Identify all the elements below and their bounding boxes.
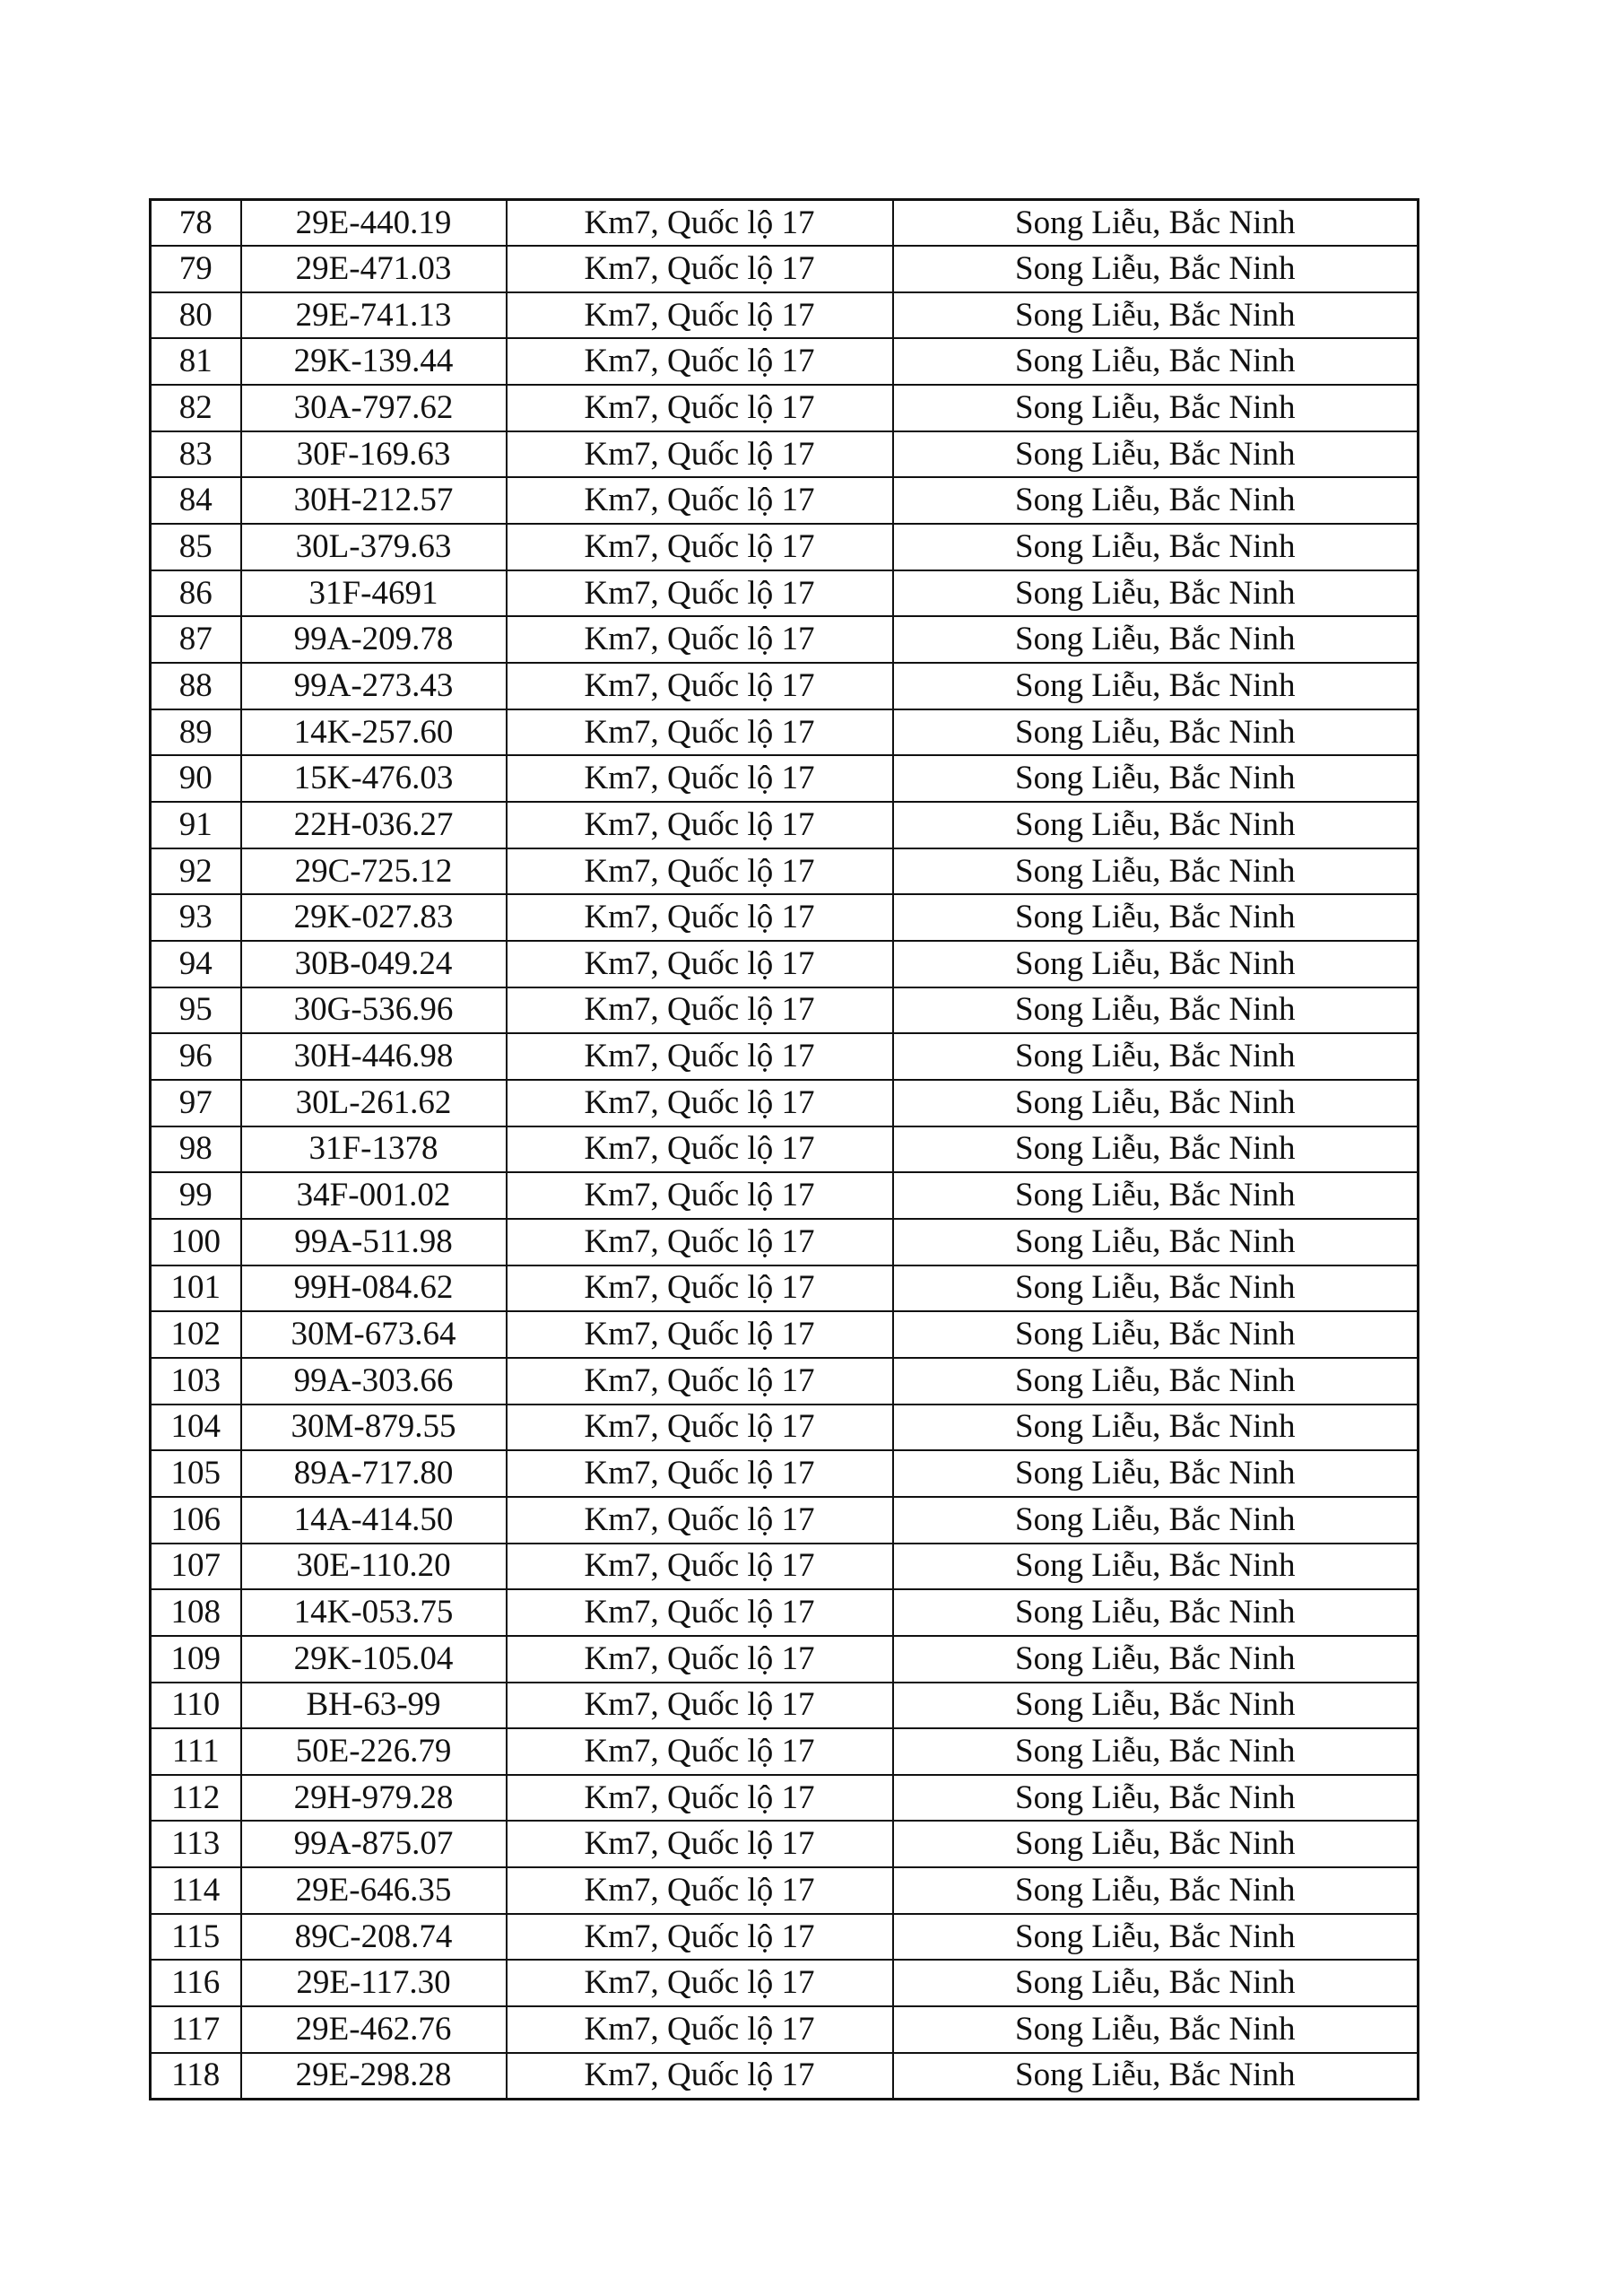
violation-place-cell: Km7, Quốc lộ 17 <box>507 200 893 247</box>
row-number-cell: 99 <box>151 1172 241 1219</box>
row-number-cell: 95 <box>151 987 241 1034</box>
license-plate-cell: 14K-053.75 <box>241 1589 507 1636</box>
violation-location-cell: Song Liễu, Bắc Ninh <box>893 1775 1419 1822</box>
violation-location-cell: Song Liễu, Bắc Ninh <box>893 385 1419 431</box>
license-plate-cell: 31F-4691 <box>241 570 507 617</box>
table-row <box>151 1683 1419 1729</box>
row-number-cell: 79 <box>151 246 241 292</box>
license-plate-cell: 99A-511.98 <box>241 1219 507 1265</box>
row-number-cell: 89 <box>151 709 241 756</box>
violation-place-cell: Km7, Quốc lộ 17 <box>507 524 893 570</box>
table-row <box>151 1914 1419 1961</box>
row-number-cell: 96 <box>151 1033 241 1080</box>
row-number-cell: 111 <box>151 1728 241 1775</box>
license-plate-cell: 30H-212.57 <box>241 477 507 524</box>
violation-location-cell: Song Liễu, Bắc Ninh <box>893 1405 1419 1451</box>
row-number-cell: 87 <box>151 616 241 663</box>
license-plate-cell: 30M-879.55 <box>241 1405 507 1451</box>
violation-location-cell: Song Liễu, Bắc Ninh <box>893 1080 1419 1126</box>
table-row <box>151 477 1419 524</box>
violation-location-cell: Song Liễu, Bắc Ninh <box>893 1728 1419 1775</box>
table-row <box>151 1405 1419 1451</box>
table-row <box>151 1080 1419 1126</box>
row-number-cell: 112 <box>151 1775 241 1822</box>
table-row <box>151 1821 1419 1867</box>
row-number-cell: 98 <box>151 1126 241 1173</box>
table-row <box>151 1497 1419 1544</box>
violation-place-cell: Km7, Quốc lộ 17 <box>507 1821 893 1867</box>
table-row <box>151 1867 1419 1914</box>
row-number-cell: 94 <box>151 941 241 987</box>
table-row <box>151 663 1419 709</box>
violation-place-cell: Km7, Quốc lộ 17 <box>507 1033 893 1080</box>
row-number-cell: 92 <box>151 848 241 895</box>
violation-location-cell: Song Liễu, Bắc Ninh <box>893 1450 1419 1497</box>
violation-location-cell: Song Liễu, Bắc Ninh <box>893 1126 1419 1173</box>
row-number-cell: 100 <box>151 1219 241 1265</box>
license-plate-cell: 14K-257.60 <box>241 709 507 756</box>
row-number-cell: 80 <box>151 292 241 339</box>
table-row <box>151 1636 1419 1683</box>
row-number-cell: 117 <box>151 2006 241 2053</box>
violation-location-cell: Song Liễu, Bắc Ninh <box>893 246 1419 292</box>
license-plate-cell: 50E-226.79 <box>241 1728 507 1775</box>
license-plate-cell: BH-63-99 <box>241 1683 507 1729</box>
license-plate-cell: 99H-084.62 <box>241 1265 507 1312</box>
table-row <box>151 1172 1419 1219</box>
license-plate-cell: 22H-036.27 <box>241 802 507 848</box>
table-row <box>151 1775 1419 1822</box>
table-row <box>151 1265 1419 1312</box>
license-plate-cell: 29E-471.03 <box>241 246 507 292</box>
table-row <box>151 2053 1419 2100</box>
row-number-cell: 104 <box>151 1405 241 1451</box>
table-row <box>151 1960 1419 2006</box>
table-row <box>151 385 1419 431</box>
violation-place-cell: Km7, Quốc lộ 17 <box>507 894 893 941</box>
table-row <box>151 292 1419 339</box>
license-plate-cell: 99A-303.66 <box>241 1358 507 1405</box>
table-row <box>151 1126 1419 1173</box>
license-plate-cell: 89A-717.80 <box>241 1450 507 1497</box>
violation-place-cell: Km7, Quốc lộ 17 <box>507 1358 893 1405</box>
vehicle-list-table <box>149 198 1419 2100</box>
violation-place-cell: Km7, Quốc lộ 17 <box>507 1311 893 1358</box>
row-number-cell: 84 <box>151 477 241 524</box>
violation-location-cell: Song Liễu, Bắc Ninh <box>893 802 1419 848</box>
violation-location-cell: Song Liễu, Bắc Ninh <box>893 2053 1419 2100</box>
license-plate-cell: 29E-117.30 <box>241 1960 507 2006</box>
violation-location-cell: Song Liễu, Bắc Ninh <box>893 1358 1419 1405</box>
license-plate-cell: 29E-462.76 <box>241 2006 507 2053</box>
table-row <box>151 1311 1419 1358</box>
violation-location-cell: Song Liễu, Bắc Ninh <box>893 200 1419 247</box>
table-row <box>151 431 1419 478</box>
row-number-cell: 85 <box>151 524 241 570</box>
violation-location-cell: Song Liễu, Bắc Ninh <box>893 1033 1419 1080</box>
violation-place-cell: Km7, Quốc lộ 17 <box>507 1080 893 1126</box>
row-number-cell: 115 <box>151 1914 241 1961</box>
license-plate-cell: 30H-446.98 <box>241 1033 507 1080</box>
violation-place-cell: Km7, Quốc lộ 17 <box>507 1728 893 1775</box>
row-number-cell: 81 <box>151 338 241 385</box>
license-plate-cell: 30G-536.96 <box>241 987 507 1034</box>
row-number-cell: 114 <box>151 1867 241 1914</box>
row-number-cell: 110 <box>151 1683 241 1729</box>
violation-place-cell: Km7, Quốc lộ 17 <box>507 1497 893 1544</box>
violation-location-cell: Song Liễu, Bắc Ninh <box>893 2006 1419 2053</box>
row-number-cell: 90 <box>151 755 241 802</box>
violation-location-cell: Song Liễu, Bắc Ninh <box>893 1821 1419 1867</box>
table-row <box>151 246 1419 292</box>
table-row <box>151 848 1419 895</box>
row-number-cell: 93 <box>151 894 241 941</box>
license-plate-cell: 30F-169.63 <box>241 431 507 478</box>
violation-location-cell: Song Liễu, Bắc Ninh <box>893 1867 1419 1914</box>
table-row <box>151 1358 1419 1405</box>
row-number-cell: 105 <box>151 1450 241 1497</box>
violation-location-cell: Song Liễu, Bắc Ninh <box>893 477 1419 524</box>
violation-place-cell: Km7, Quốc lộ 17 <box>507 1450 893 1497</box>
license-plate-cell: 30M-673.64 <box>241 1311 507 1358</box>
license-plate-cell: 29K-139.44 <box>241 338 507 385</box>
table-row <box>151 338 1419 385</box>
table-row <box>151 709 1419 756</box>
table-row <box>151 616 1419 663</box>
row-number-cell: 109 <box>151 1636 241 1683</box>
row-number-cell: 83 <box>151 431 241 478</box>
violation-location-cell: Song Liễu, Bắc Ninh <box>893 755 1419 802</box>
violation-place-cell: Km7, Quốc lộ 17 <box>507 848 893 895</box>
table-row <box>151 1033 1419 1080</box>
violation-place-cell: Km7, Quốc lộ 17 <box>507 1126 893 1173</box>
license-plate-cell: 29E-298.28 <box>241 2053 507 2100</box>
table-row <box>151 802 1419 848</box>
violation-place-cell: Km7, Quốc lộ 17 <box>507 1544 893 1590</box>
table-row <box>151 1589 1419 1636</box>
table-row <box>151 894 1419 941</box>
violation-place-cell: Km7, Quốc lộ 17 <box>507 1265 893 1312</box>
violation-place-cell: Km7, Quốc lộ 17 <box>507 987 893 1034</box>
violation-place-cell: Km7, Quốc lộ 17 <box>507 385 893 431</box>
violation-place-cell: Km7, Quốc lộ 17 <box>507 570 893 617</box>
violation-location-cell: Song Liễu, Bắc Ninh <box>893 338 1419 385</box>
license-plate-cell: 29C-725.12 <box>241 848 507 895</box>
violation-place-cell: Km7, Quốc lộ 17 <box>507 1172 893 1219</box>
license-plate-cell: 29K-027.83 <box>241 894 507 941</box>
license-plate-cell: 99A-273.43 <box>241 663 507 709</box>
violation-location-cell: Song Liễu, Bắc Ninh <box>893 570 1419 617</box>
violation-place-cell: Km7, Quốc lộ 17 <box>507 1683 893 1729</box>
row-number-cell: 78 <box>151 200 241 247</box>
violation-place-cell: Km7, Quốc lộ 17 <box>507 1636 893 1683</box>
row-number-cell: 82 <box>151 385 241 431</box>
violation-location-cell: Song Liễu, Bắc Ninh <box>893 1172 1419 1219</box>
violation-location-cell: Song Liễu, Bắc Ninh <box>893 1589 1419 1636</box>
violation-place-cell: Km7, Quốc lộ 17 <box>507 338 893 385</box>
license-plate-cell: 99A-875.07 <box>241 1821 507 1867</box>
table-body <box>151 200 1419 2100</box>
violation-location-cell: Song Liễu, Bắc Ninh <box>893 616 1419 663</box>
violation-place-cell: Km7, Quốc lộ 17 <box>507 2053 893 2100</box>
row-number-cell: 86 <box>151 570 241 617</box>
violation-location-cell: Song Liễu, Bắc Ninh <box>893 1219 1419 1265</box>
row-number-cell: 101 <box>151 1265 241 1312</box>
table-row <box>151 1544 1419 1590</box>
table-row <box>151 570 1419 617</box>
violation-location-cell: Song Liễu, Bắc Ninh <box>893 431 1419 478</box>
violation-location-cell: Song Liễu, Bắc Ninh <box>893 1914 1419 1961</box>
violation-place-cell: Km7, Quốc lộ 17 <box>507 1589 893 1636</box>
violation-location-cell: Song Liễu, Bắc Ninh <box>893 1544 1419 1590</box>
row-number-cell: 118 <box>151 2053 241 2100</box>
table-row <box>151 1450 1419 1497</box>
violation-place-cell: Km7, Quốc lộ 17 <box>507 616 893 663</box>
row-number-cell: 88 <box>151 663 241 709</box>
violation-location-cell: Song Liễu, Bắc Ninh <box>893 292 1419 339</box>
license-plate-cell: 29E-646.35 <box>241 1867 507 1914</box>
violation-location-cell: Song Liễu, Bắc Ninh <box>893 1960 1419 2006</box>
license-plate-cell: 89C-208.74 <box>241 1914 507 1961</box>
violation-place-cell: Km7, Quốc lộ 17 <box>507 1960 893 2006</box>
license-plate-cell: 15K-476.03 <box>241 755 507 802</box>
table-row <box>151 1728 1419 1775</box>
row-number-cell: 116 <box>151 1960 241 2006</box>
violation-place-cell: Km7, Quốc lộ 17 <box>507 1405 893 1451</box>
license-plate-cell: 30E-110.20 <box>241 1544 507 1590</box>
violation-place-cell: Km7, Quốc lộ 17 <box>507 941 893 987</box>
license-plate-cell: 31F-1378 <box>241 1126 507 1173</box>
violation-place-cell: Km7, Quốc lộ 17 <box>507 1867 893 1914</box>
table-row <box>151 2006 1419 2053</box>
violation-location-cell: Song Liễu, Bắc Ninh <box>893 524 1419 570</box>
row-number-cell: 107 <box>151 1544 241 1590</box>
license-plate-cell: 99A-209.78 <box>241 616 507 663</box>
license-plate-cell: 30B-049.24 <box>241 941 507 987</box>
row-number-cell: 91 <box>151 802 241 848</box>
violation-place-cell: Km7, Quốc lộ 17 <box>507 755 893 802</box>
violation-place-cell: Km7, Quốc lộ 17 <box>507 1914 893 1961</box>
license-plate-cell: 29H-979.28 <box>241 1775 507 1822</box>
violation-place-cell: Km7, Quốc lộ 17 <box>507 802 893 848</box>
violation-location-cell: Song Liễu, Bắc Ninh <box>893 1636 1419 1683</box>
table-row <box>151 755 1419 802</box>
table-row <box>151 1219 1419 1265</box>
violation-place-cell: Km7, Quốc lộ 17 <box>507 246 893 292</box>
row-number-cell: 113 <box>151 1821 241 1867</box>
violation-location-cell: Song Liễu, Bắc Ninh <box>893 663 1419 709</box>
violation-place-cell: Km7, Quốc lộ 17 <box>507 709 893 756</box>
violation-place-cell: Km7, Quốc lộ 17 <box>507 292 893 339</box>
violation-location-cell: Song Liễu, Bắc Ninh <box>893 1497 1419 1544</box>
violation-place-cell: Km7, Quốc lộ 17 <box>507 663 893 709</box>
violation-location-cell: Song Liễu, Bắc Ninh <box>893 848 1419 895</box>
license-plate-cell: 14A-414.50 <box>241 1497 507 1544</box>
table-row <box>151 524 1419 570</box>
violation-location-cell: Song Liễu, Bắc Ninh <box>893 1683 1419 1729</box>
license-plate-cell: 30L-261.62 <box>241 1080 507 1126</box>
violation-location-cell: Song Liễu, Bắc Ninh <box>893 987 1419 1034</box>
violation-place-cell: Km7, Quốc lộ 17 <box>507 1775 893 1822</box>
license-plate-cell: 29K-105.04 <box>241 1636 507 1683</box>
row-number-cell: 103 <box>151 1358 241 1405</box>
license-plate-cell: 30L-379.63 <box>241 524 507 570</box>
violation-place-cell: Km7, Quốc lộ 17 <box>507 431 893 478</box>
violation-location-cell: Song Liễu, Bắc Ninh <box>893 894 1419 941</box>
violation-location-cell: Song Liễu, Bắc Ninh <box>893 941 1419 987</box>
table-row <box>151 941 1419 987</box>
row-number-cell: 106 <box>151 1497 241 1544</box>
violation-place-cell: Km7, Quốc lộ 17 <box>507 1219 893 1265</box>
row-number-cell: 108 <box>151 1589 241 1636</box>
license-plate-cell: 29E-741.13 <box>241 292 507 339</box>
license-plate-cell: 30A-797.62 <box>241 385 507 431</box>
violation-place-cell: Km7, Quốc lộ 17 <box>507 477 893 524</box>
violation-place-cell: Km7, Quốc lộ 17 <box>507 2006 893 2053</box>
table-row <box>151 987 1419 1034</box>
violation-location-cell: Song Liễu, Bắc Ninh <box>893 1311 1419 1358</box>
violation-location-cell: Song Liễu, Bắc Ninh <box>893 709 1419 756</box>
row-number-cell: 102 <box>151 1311 241 1358</box>
violation-location-cell: Song Liễu, Bắc Ninh <box>893 1265 1419 1312</box>
table-row <box>151 200 1419 247</box>
row-number-cell: 97 <box>151 1080 241 1126</box>
license-plate-cell: 34F-001.02 <box>241 1172 507 1219</box>
license-plate-cell: 29E-440.19 <box>241 200 507 247</box>
